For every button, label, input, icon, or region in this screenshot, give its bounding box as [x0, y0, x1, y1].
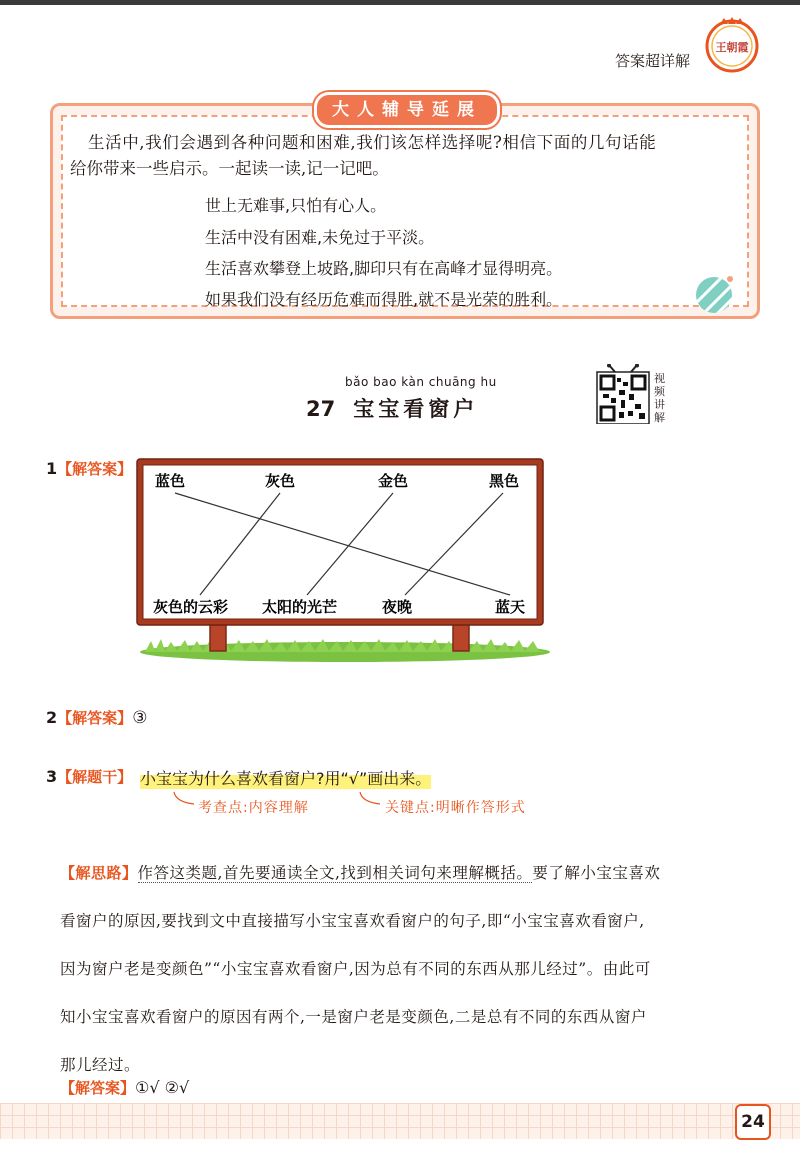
board-top-item: 灰色 [265, 472, 296, 490]
q2-tag: 解答案 [72, 709, 118, 727]
board-top-item: 黑色 [489, 472, 520, 490]
analysis-line: 那儿经过。 [60, 1056, 141, 1074]
analysis-lead: 作答这类题,首先要通读全文,找到相关词句来理解概括。 [137, 864, 533, 882]
q3-answer: ①√ ②√ [135, 1078, 190, 1097]
board-bottom-item: 太阳的光芒 [262, 598, 338, 616]
q3-stem: 小宝宝为什么喜欢看窗户?用“√”画出来。 [140, 766, 431, 789]
guidance-quote: 如果我们没有经历危难而得胜,就不是光荣的胜利。 [205, 290, 563, 309]
q3-answer-tag: 解答案 [75, 1079, 121, 1097]
q3-answer-row: 【解答案】①√ ②√ [60, 1078, 190, 1097]
page-number: 24 [735, 1104, 771, 1140]
analysis-text: 要了解小宝宝喜欢 [532, 864, 661, 882]
q3-note-test-point: 考查点:内容理解 [198, 800, 309, 816]
q2-label: 2【解答案】③ [46, 708, 148, 728]
qr-code-icon[interactable] [595, 364, 651, 424]
q3-label: 3【解题干】 [46, 767, 133, 786]
board-bottom-item: 夜晚 [382, 598, 413, 616]
lesson-number: 27 [306, 397, 336, 421]
matching-board [135, 455, 555, 670]
lesson-heading [306, 393, 478, 423]
video-label: 视频讲解 [654, 372, 665, 424]
board-bottom-item: 灰色的云彩 [153, 598, 229, 616]
q2-answer: ③ [132, 708, 148, 728]
decorative-ball-icon [694, 275, 734, 315]
analysis-line: 【解思路】作答这类题,首先要通读全文,找到相关词句来理解概括。要了解小宝宝喜欢 [60, 864, 661, 882]
analysis-line: 看窗户的原因,要找到文中直接描写小宝宝喜欢看窗户的句子,即“小宝宝喜欢看窗户, [60, 912, 645, 930]
guidance-quote: 生活喜欢攀登上坡路,脚印只有在高峰才显得明亮。 [205, 259, 563, 278]
q3-tag: 解题干 [72, 768, 118, 786]
logo [702, 14, 762, 74]
guidance-intro-line1: 生活中,我们会遇到各种问题和困难,我们该怎样选择呢?相信下面的几句话能 [88, 133, 657, 152]
analysis-line: 知小宝宝喜欢看窗户的原因有两个,一是窗户老是变颜色,二是总有不同的东西从窗户 [60, 1008, 647, 1026]
guidance-quote: 生活中没有困难,未免过于平淡。 [205, 228, 435, 247]
grass-decoration [140, 639, 550, 662]
analysis-tag: 解思路 [75, 864, 123, 882]
q2-number: 2 [46, 708, 58, 727]
q1-label: 1【解答案】 [46, 459, 133, 478]
q1-tag: 解答案 [72, 460, 118, 478]
top-rule [0, 0, 800, 5]
guidance-quote: 世上无难事,只怕有心人。 [205, 196, 387, 215]
board-top-item: 蓝色 [155, 472, 186, 490]
q3-analysis [60, 849, 750, 1089]
logo-text: 王朝霞 [715, 41, 749, 54]
guidance-title: 大人辅导延展 [314, 92, 500, 128]
lesson-title: 宝宝看窗户 [353, 397, 479, 421]
q1-number: 1 [46, 459, 58, 478]
board-top-item: 金色 [378, 472, 409, 490]
lesson-pinyin: bǎo bao kàn chuāng hu [345, 375, 497, 389]
board-bottom-item: 蓝天 [495, 598, 526, 616]
footer-strip [0, 1103, 800, 1139]
guidance-intro-line2: 给你带来一些启示。一起读一读,记一记吧。 [70, 159, 389, 178]
q3-number: 3 [46, 767, 58, 786]
analysis-line: 因为窗户老是变颜色”“小宝宝喜欢看窗户,因为总有不同的东西从那儿经过”。由此可 [60, 960, 651, 978]
header-label: 答案超详解 [614, 52, 690, 70]
q3-note-key-point: 关键点:明晰作答形式 [385, 800, 526, 816]
